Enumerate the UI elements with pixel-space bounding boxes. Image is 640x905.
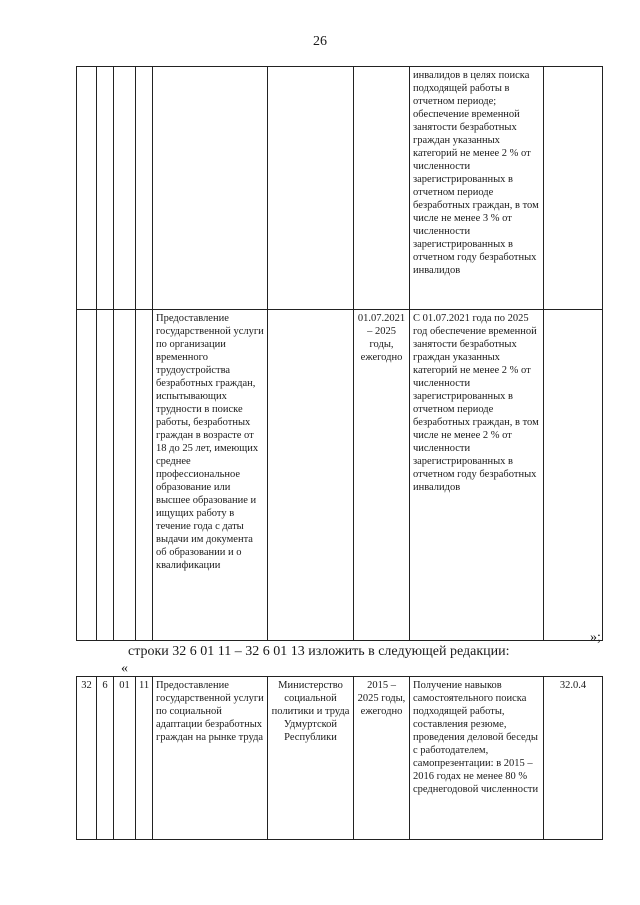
page-number: 26 [313, 34, 327, 49]
cell-indicator [544, 67, 603, 310]
cell-code-3 [114, 67, 136, 310]
closing-quote: »; [590, 630, 601, 645]
cell-code-1 [77, 310, 97, 641]
cell-period: 2015 – 2025 годы, ежегодно [354, 677, 410, 840]
cell-result: С 01.07.2021 года по 2025 год обеспечение временной занятости безработных граждан указанных категорий не менее 2 % от численности зарегистрированных в отчетном периоде безработных граждан, в том числе не менее 2 % от численности зарегистрированных в отчетном году безработных инвалидов [410, 310, 544, 641]
table-row [77, 310, 603, 641]
cell-code-3: 01 [114, 677, 136, 840]
cell-code-4 [136, 67, 153, 310]
cell-code-2 [97, 67, 114, 310]
cell-result: Получение навыков самостоятельного поиска подходящей работы, составления резюме, проведения деловой беседы с работодателем, самопрезентации: в 2015 – 2016 годах не менее 80 % среднегодовой численности [410, 677, 544, 840]
cell-name: Предоставление государственной услуги по социальной адаптации безработных граждан на рынке труда [153, 677, 268, 840]
program-table-new-rows [76, 676, 603, 840]
cell-indicator: 32.0.4 [544, 677, 603, 840]
cell-code-2 [97, 310, 114, 641]
cell-code-4: 11 [136, 677, 153, 840]
cell-executor [268, 67, 354, 310]
cell-executor [268, 310, 354, 641]
table-row [77, 67, 603, 310]
cell-code-4 [136, 310, 153, 641]
program-table-continuation [76, 66, 603, 641]
instruction-text: строки 32 6 01 11 – 32 6 01 13 изложить в следующей редакции: [128, 644, 510, 659]
opening-quote: « [121, 661, 128, 676]
cell-code-1: 32 [77, 677, 97, 840]
cell-period: 01.07.2021 – 2025 годы, ежегодно [354, 310, 410, 641]
cell-code-2: 6 [97, 677, 114, 840]
cell-name [153, 67, 268, 310]
cell-executor: Министерство социальной политики и труда Удмуртской Республики [268, 677, 354, 840]
cell-indicator [544, 310, 603, 641]
cell-code-3 [114, 310, 136, 641]
cell-name: Предоставление государственной услуги по организации временного трудоустройства безработных граждан, испытывающих трудности в поиске работы, безработных граждан в возрасте от 18 до 25 лет, имеющих среднее профессиональное образование или высшее образование и ищущих работу в течение года с даты выдачи им документа об образовании и о квалификации [153, 310, 268, 641]
cell-result: инвалидов в целях поиска подходящей работы в отчетном периоде; обеспечение временной занятости безработных граждан указанных категорий не менее 2 % от численности зарегистрированных в отчетном периоде безработных граждан, в том числе не менее 3 % от численности зарегистрированных в отчетном году безработных инвалидов [410, 67, 544, 310]
cell-code-1 [77, 67, 97, 310]
cell-period [354, 67, 410, 310]
table-row [77, 677, 603, 840]
